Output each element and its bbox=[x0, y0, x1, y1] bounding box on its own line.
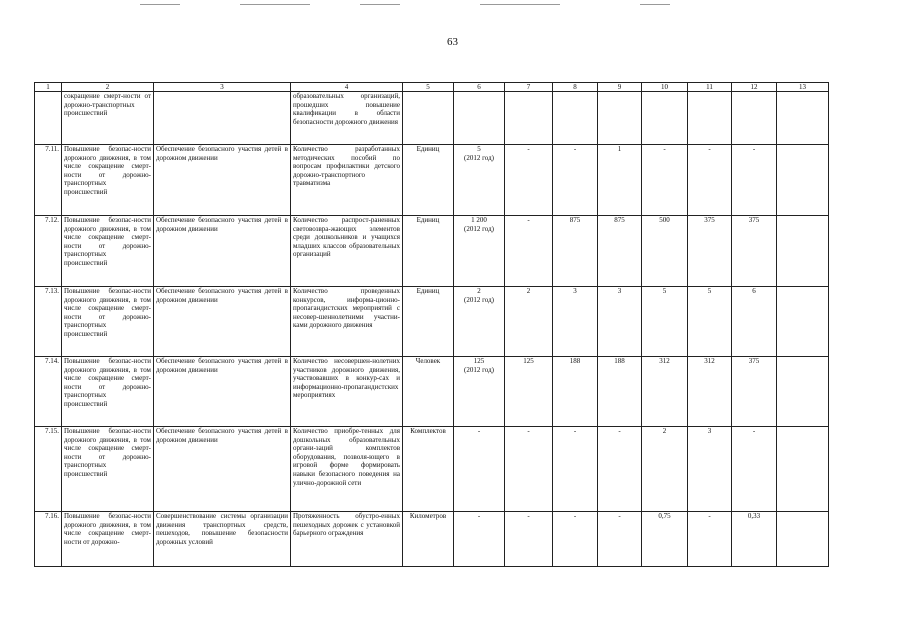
header-cell: 10 bbox=[642, 83, 688, 92]
value-cell: 6 bbox=[732, 287, 777, 357]
table-row-continuation bbox=[35, 92, 829, 145]
goal-cell: Повышение безопас-ности дорожного движения, в том числе сокращение смерт-ности от дорожно- bbox=[62, 512, 154, 567]
base-value-cell bbox=[454, 287, 505, 357]
value-cell: - bbox=[732, 427, 777, 512]
table-row bbox=[35, 512, 829, 567]
scan-edge-line bbox=[140, 4, 180, 5]
indicator-cell: Количество распрост-раненных световозвра-жающих элементов среди дошкольников и учащихся младших классов образовательных организаций bbox=[291, 216, 403, 287]
unit-cell: Единиц bbox=[403, 287, 454, 357]
task-cell: Обеспечение безопасного участия детей в дорожном движении bbox=[154, 357, 291, 427]
value-cell bbox=[777, 357, 829, 427]
base-year: (2012 год) bbox=[464, 295, 494, 304]
indicator-cell: Количество проведенных конкурсов, информа-ционно-пропагандистских мероприятий с несовер-шеннолетними участни-ками дорожного движения bbox=[291, 287, 403, 357]
value-cell bbox=[777, 92, 829, 145]
unit-cell: Единиц bbox=[403, 216, 454, 287]
value-cell: 312 bbox=[642, 357, 688, 427]
base-value: - bbox=[477, 427, 481, 435]
base-value: 1 200 bbox=[471, 216, 487, 224]
value-cell: - bbox=[688, 512, 732, 567]
indicators-table bbox=[34, 82, 829, 567]
unit-cell: Километров bbox=[403, 512, 454, 567]
table-row bbox=[35, 357, 829, 427]
header-cell: 8 bbox=[553, 83, 598, 92]
value-cell bbox=[777, 427, 829, 512]
value-cell: 375 bbox=[688, 216, 732, 287]
header-cell: 5 bbox=[403, 83, 454, 92]
scan-edge-line bbox=[640, 4, 670, 5]
value-cell: - bbox=[598, 427, 642, 512]
base-value: 2 bbox=[477, 287, 481, 295]
number-cell: 7.11. bbox=[35, 145, 62, 216]
value-cell: 375 bbox=[732, 357, 777, 427]
value-cell: - bbox=[505, 216, 553, 287]
value-cell bbox=[505, 92, 553, 145]
scan-edge-line bbox=[480, 4, 560, 5]
value-cell: - bbox=[732, 145, 777, 216]
number-cell: 7.16. bbox=[35, 512, 62, 567]
value-cell bbox=[777, 287, 829, 357]
value-cell bbox=[598, 92, 642, 145]
value-cell: 3 bbox=[598, 287, 642, 357]
value-cell: 2 bbox=[642, 427, 688, 512]
value-cell bbox=[642, 92, 688, 145]
base-year: (2012 год) bbox=[464, 224, 494, 233]
value-cell: - bbox=[505, 512, 553, 567]
header-cell: 1 bbox=[35, 83, 62, 92]
value-cell: 3 bbox=[553, 287, 598, 357]
indicator-cell: Количество разработанных методических пособий по вопросам профилактики детского дорожно-транспортного травматизма bbox=[291, 145, 403, 216]
task-cell bbox=[154, 92, 291, 145]
table-row bbox=[35, 427, 829, 512]
value-cell: 5 bbox=[688, 287, 732, 357]
value-cell: - bbox=[553, 512, 598, 567]
value-cell bbox=[777, 216, 829, 287]
goal-cell: Повышение безопас-ности дорожного движения, в том числе сокращение смерт-ности от дорожно-транспортных происшествий bbox=[62, 427, 154, 512]
base-value-cell bbox=[454, 357, 505, 427]
base-value-cell bbox=[454, 512, 505, 567]
base-value-cell bbox=[454, 216, 505, 287]
value-cell: 1 bbox=[598, 145, 642, 216]
value-cell: 0,33 bbox=[732, 512, 777, 567]
value-cell: 188 bbox=[553, 357, 598, 427]
value-cell: 875 bbox=[553, 216, 598, 287]
value-cell bbox=[688, 92, 732, 145]
value-cell: - bbox=[505, 145, 553, 216]
header-cell: 7 bbox=[505, 83, 553, 92]
value-cell: - bbox=[688, 145, 732, 216]
table-row bbox=[35, 145, 829, 216]
value-cell: - bbox=[598, 512, 642, 567]
goal-cell: Повышение безопас-ности дорожного движения, в том числе сокращение смерт-ности от дорожно-транспортных происшествий bbox=[62, 216, 154, 287]
unit-cell: Человек bbox=[403, 357, 454, 427]
header-row bbox=[35, 83, 829, 92]
unit-cell: Комплектов bbox=[403, 427, 454, 512]
header-cell: 4 bbox=[291, 83, 403, 92]
base-value-cell bbox=[454, 427, 505, 512]
table-row bbox=[35, 287, 829, 357]
base-value-cell bbox=[454, 145, 505, 216]
value-cell bbox=[777, 512, 829, 567]
header-cell: 6 bbox=[454, 83, 505, 92]
header-cell: 12 bbox=[732, 83, 777, 92]
base-value: - bbox=[477, 512, 481, 520]
header-cell: 3 bbox=[154, 83, 291, 92]
number-cell bbox=[35, 92, 62, 145]
scan-edge-line bbox=[360, 4, 400, 5]
value-cell: 0,75 bbox=[642, 512, 688, 567]
value-cell: - bbox=[505, 427, 553, 512]
value-cell bbox=[777, 145, 829, 216]
task-cell: Обеспечение безопасного участия детей в дорожном движении bbox=[154, 287, 291, 357]
number-cell: 7.12. bbox=[35, 216, 62, 287]
header-cell: 2 bbox=[62, 83, 154, 92]
value-cell: 188 bbox=[598, 357, 642, 427]
value-cell: 5 bbox=[642, 287, 688, 357]
table-row bbox=[35, 216, 829, 287]
number-cell: 7.14. bbox=[35, 357, 62, 427]
goal-cell: сокращение смерт-ности от дорожно-транспортных происшествий bbox=[62, 92, 154, 145]
value-cell: 312 bbox=[688, 357, 732, 427]
indicator-cell: Протяженность обустро-енных пешеходных дорожек с установкой барьерного ограждения bbox=[291, 512, 403, 567]
task-cell: Обеспечение безопасного участия детей в дорожном движении bbox=[154, 216, 291, 287]
base-value: 5 bbox=[477, 145, 481, 153]
value-cell: 2 bbox=[505, 287, 553, 357]
page-number: 63 bbox=[447, 36, 458, 48]
task-cell: Обеспечение безопасного участия детей в дорожном движении bbox=[154, 427, 291, 512]
value-cell: 125 bbox=[505, 357, 553, 427]
value-cell: 3 bbox=[688, 427, 732, 512]
value-cell bbox=[454, 92, 505, 145]
goal-cell: Повышение безопас-ности дорожного движения, в том числе сокращение смерт-ности от дорожно-транспортных происшествий bbox=[62, 145, 154, 216]
goal-cell: Повышение безопас-ности дорожного движения, в том числе сокращение смерт-ности от дорожно-транспортных происшествий bbox=[62, 287, 154, 357]
unit-cell bbox=[403, 92, 454, 145]
value-cell: - bbox=[553, 427, 598, 512]
scan-edge-line bbox=[240, 4, 310, 5]
header-cell: 11 bbox=[688, 83, 732, 92]
indicator-cell: Количество приобре-тенных для дошкольных образовательных органи-заций комплектов оборудования, позволя-ющего в игровой форме формировать навыки безопасного поведения на улично-дорожной сети bbox=[291, 427, 403, 512]
value-cell: - bbox=[553, 145, 598, 216]
value-cell bbox=[732, 92, 777, 145]
number-cell: 7.15. bbox=[35, 427, 62, 512]
task-cell: Совершенствование системы организации движения транспортных средств, пешеходов, повышение безопасности дорожных условий bbox=[154, 512, 291, 567]
base-year: (2012 год) bbox=[464, 365, 494, 374]
base-value: 125 bbox=[473, 357, 485, 365]
base-year: (2012 год) bbox=[464, 153, 494, 162]
unit-cell: Единиц bbox=[403, 145, 454, 216]
indicator-cell: образовательных организаций, прошедших повышение квалификации в области безопасности дорожного движения bbox=[291, 92, 403, 145]
value-cell: 375 bbox=[732, 216, 777, 287]
header-cell: 9 bbox=[598, 83, 642, 92]
value-cell: - bbox=[642, 145, 688, 216]
header-cell: 13 bbox=[777, 83, 829, 92]
value-cell: 875 bbox=[598, 216, 642, 287]
task-cell: Обеспечение безопасного участия детей в дорожном движении bbox=[154, 145, 291, 216]
indicator-cell: Количество несовершен-нолетних участников дорожного движения, участвовавших в конкур-сах и информационно-пропагандистских мероприятиях bbox=[291, 357, 403, 427]
value-cell: 500 bbox=[642, 216, 688, 287]
value-cell bbox=[553, 92, 598, 145]
goal-cell: Повышение безопас-ности дорожного движения, в том числе сокращение смерт-ности от дорожно-транспортных происшествий bbox=[62, 357, 154, 427]
number-cell: 7.13. bbox=[35, 287, 62, 357]
